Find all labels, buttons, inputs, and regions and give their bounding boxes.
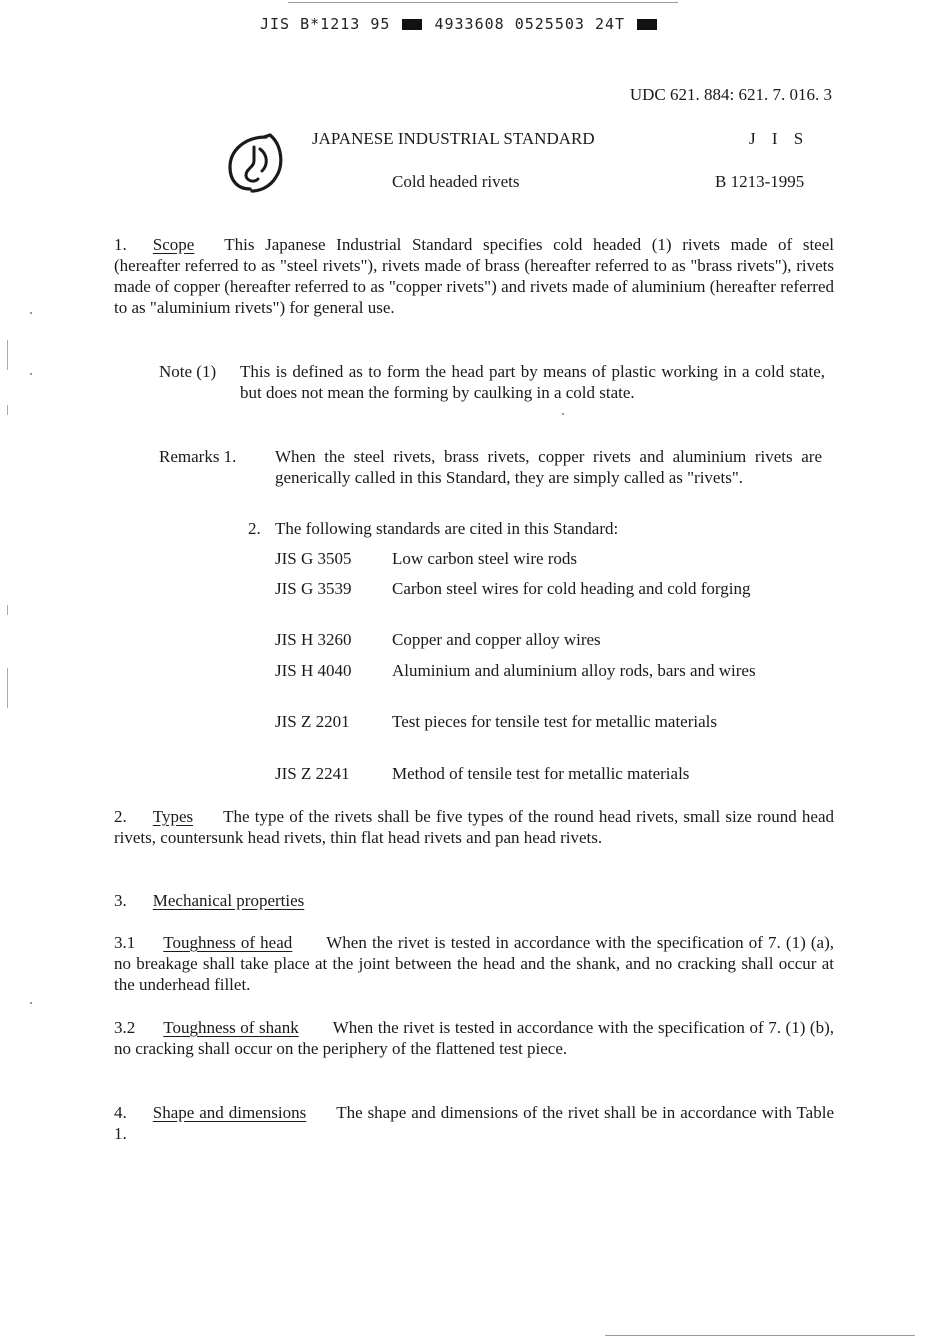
scan-speck [30, 312, 32, 314]
document-code-numbers: 4933608 0525503 24T [434, 15, 626, 33]
section-text: When the rivet is tested in accordance with the specification of 7. (1) (b), no cracking shall occur on the periphery of the flattened test piece. [114, 1018, 835, 1058]
scan-speck [562, 413, 564, 415]
section-text: The shape and dimensions of the rivet shall be in accordance with Table 1. [114, 1103, 834, 1143]
section-heading: Scope [152, 235, 195, 254]
scan-mark [7, 405, 8, 415]
redaction-bar [402, 19, 422, 30]
scan-mark [7, 340, 8, 370]
cited-standards-list [0, 548, 950, 788]
redaction-bar [637, 19, 657, 30]
remarks-item-1: When the steel rivets, brass rivets, copper rivets and aluminium rivets are generically called in this Standard, they are simply called as "rivets". [275, 447, 822, 487]
standard-code: JIS Z 2201 [275, 712, 350, 731]
section-heading: Toughness of head [163, 933, 293, 952]
document-title: Cold headed rivets [392, 172, 520, 191]
scan-speck [30, 1002, 32, 1004]
section-heading: Mechanical properties [152, 891, 305, 910]
standard-code: JIS H 4040 [275, 661, 352, 680]
standard-number: B 1213-1995 [715, 172, 805, 191]
section-number: 3.2 [114, 1018, 136, 1037]
section-heading: Types [152, 807, 194, 826]
jis-label: J I S [749, 129, 810, 148]
standard-code: JIS G 3505 [275, 549, 352, 568]
section-text: The type of the rivets shall be five types of the round head rivets, small size round head rivets, countersunk head rivets, thin flat head rivets and pan head rivets. [114, 807, 834, 847]
standard-title: Method of tensile test for metallic materials [392, 764, 690, 783]
remarks-label: Remarks 1. [159, 447, 237, 466]
standard-code: JIS G 3539 [275, 579, 352, 598]
section-number: 3.1 [114, 933, 136, 952]
standard-code: JIS Z 2241 [275, 764, 350, 783]
standard-code: JIS H 3260 [275, 630, 352, 649]
section-1-scope [114, 234, 834, 318]
section-3-mechanical-properties [114, 890, 304, 911]
section-number: 4. [114, 1103, 127, 1122]
section-heading: Toughness of shank [163, 1018, 299, 1037]
remarks-item-2-number: 2. [248, 519, 261, 538]
scan-edge-line [605, 1335, 915, 1336]
jis-logo-icon [224, 131, 288, 195]
document-code-prefix: JIS B*1213 95 [260, 15, 391, 33]
section-number: 1. [114, 235, 127, 254]
scan-speck [30, 373, 32, 375]
section-3-2-toughness-of-shank [114, 1017, 834, 1059]
section-number: 3. [114, 891, 127, 910]
standard-title: Aluminium and aluminium alloy rods, bars and wires [392, 661, 756, 680]
section-text: This Japanese Industrial Standard specifies cold headed (1) rivets made of steel (hereafter referred to as "steel rivets"), rivets made of brass (hereafter referred to as "brass rivets"), rivets made of copper (hereafter referred to as "copper rivets") and rivets made of aluminium (hereafter referred to as "aluminium rivets") for general use. [114, 235, 834, 317]
standard-title: Test pieces for tensile test for metallic materials [392, 712, 717, 731]
udc-number: UDC 621. 884: 621. 7. 016. 3 [629, 85, 832, 104]
standard-org-title: JAPANESE INDUSTRIAL STANDARD [312, 129, 595, 148]
document-code-line [260, 14, 659, 35]
remarks-item-2: The following standards are cited in this Standard: [275, 519, 619, 538]
note-text: This is defined as to form the head part by means of plastic working in a cold state, but does not mean the forming by caulking in a cold state. [240, 362, 825, 402]
scan-edge-line [288, 2, 678, 3]
standard-title: Low carbon steel wire rods [392, 549, 578, 568]
section-2-types [114, 806, 834, 848]
section-number: 2. [114, 807, 127, 826]
section-4-shape-and-dimensions [114, 1102, 834, 1144]
standard-title: Carbon steel wires for cold heading and cold forging [392, 579, 751, 598]
section-text: When the rivet is tested in accordance with the specification of 7. (1) (a), no breakage shall take place at the joint between the head and the shank, and no cracking shall occur at the underhead fillet. [114, 933, 834, 994]
section-heading: Shape and dimensions [152, 1103, 307, 1122]
section-3-1-toughness-of-head [114, 932, 834, 995]
note-label: Note (1) [159, 362, 217, 381]
standard-title: Copper and copper alloy wires [392, 630, 601, 649]
